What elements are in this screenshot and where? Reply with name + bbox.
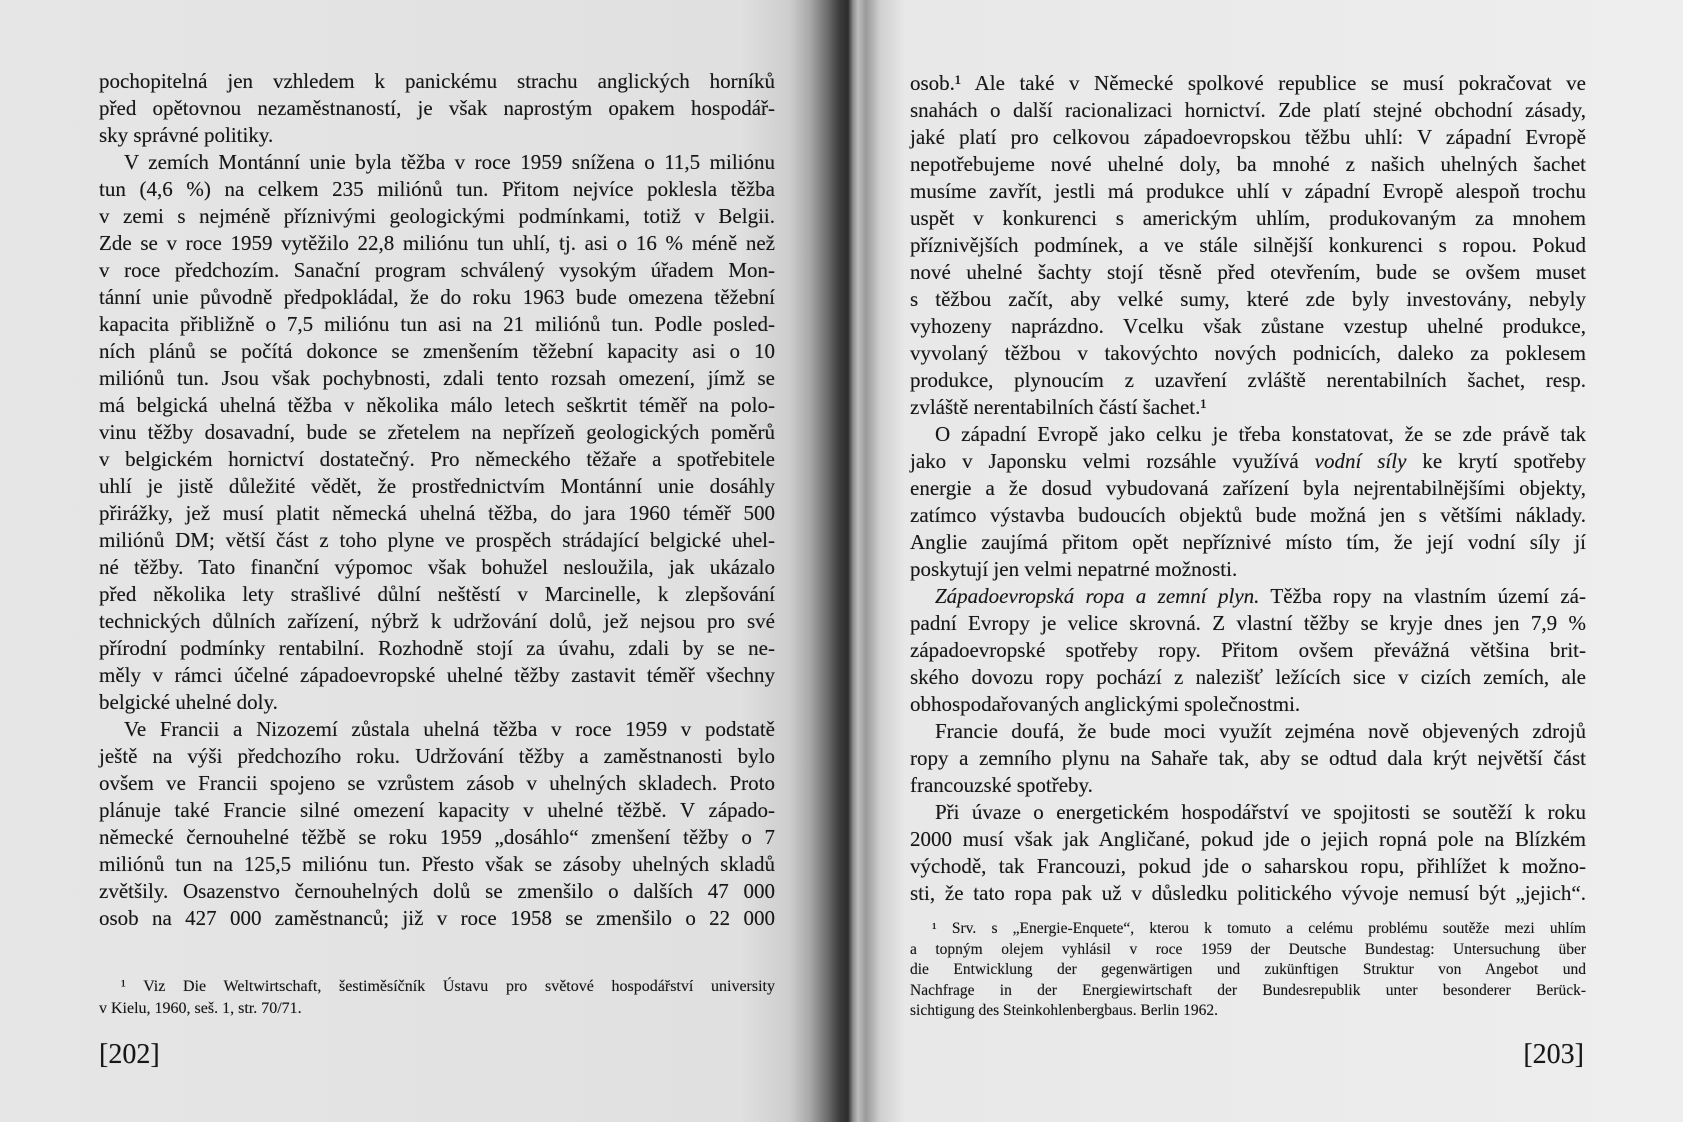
text-line: musíme zavřít, jestli má produkce uhlí v západní Evropě alespoň trochu [910, 179, 1586, 203]
paragraph [99, 716, 775, 932]
text-line: miliónů tun. Jsou však pochybnosti, zdali tento rozsah omezení, jímž se [99, 366, 775, 390]
text-line: přirážky, jež musí platit německá uhelná těžba, do jara 1960 téměř 500 [99, 501, 775, 525]
text-line: před několika lety strašlivé důlní neštěstí v Marcinelle, k zlepšování [99, 582, 775, 606]
text-span: ke krytí spotřeby [1406, 449, 1586, 473]
text-line: vinu těžby dosavadní, bude se zřetelem na nepřízeň geologických poměrů [99, 420, 775, 444]
right-page-footnote [910, 919, 1586, 1022]
text-line: nové uhelné šachty stojí těsně před otevřením, bude se ovšem muset [910, 260, 1586, 284]
text-line: né těžby. Tato finanční výpomoc však bohužel nesloužila, jak ukázalo [99, 555, 775, 579]
left-page-body-text [99, 68, 775, 932]
text-line: padní Evropy je velice skrovná. Z vlastní těžby se kryje dnes jen 7,9 % [910, 611, 1586, 635]
text-line: uhlí je jistě důležité vědět, že prostřednictvím Montánní unie dosáhly [99, 474, 775, 498]
text-line: osob.¹ Ale také v Německé spolkové republice se musí pokračovat ve [910, 71, 1586, 95]
paragraph [910, 799, 1586, 907]
text-line: ského dovozu ropy pochází z nalezišť ležících sice v cizích zemích, ale [910, 665, 1586, 689]
text-line: západoevropské spotřeby ropy. Přitom ovšem převážná většina brit- [910, 638, 1586, 662]
text-line: v belgickém hornictví dostatečný. Pro německého těžaře a spotřebitele [99, 447, 775, 471]
text-line: O západní Evropě jako celku je třeba konstatovat, že se zde právě tak [935, 422, 1586, 446]
text-line: Anglie zaujímá přitom opět nepříznivé místo tím, že její vodní síly jí [910, 530, 1586, 554]
text-line: poskytují jen velmi nepatrné možnosti. [910, 557, 1238, 581]
text-line: vyhozeny naprázdno. Vcelku však zůstane vzestup uhelné produkce, [910, 314, 1586, 338]
paragraph [99, 149, 775, 716]
text-line: ních plánů se počítá dokonce se zmenšením těžební kapacity asi o 10 [99, 339, 775, 363]
text-line: má belgická uhelná těžba v několika málo letech seškrtit téměř na polo- [99, 393, 775, 417]
italic-heading: Západoevropská ropa a zemní plyn. [935, 584, 1260, 608]
text-line: před opětovnou nezaměstnaností, je však naprostým opakem hospodář- [99, 96, 775, 120]
text-line: s těžbou začít, aby velké sumy, které zde byly investovány, nebyly [910, 287, 1586, 311]
text-line: uspět v konkurenci s americkým uhlím, produkovaným za mnohem [910, 206, 1586, 230]
text-line: zvláště nerentabilních částí šachet.¹ [910, 395, 1207, 419]
text-line: technických důlních zařízení, nýbrž k udržování dolů, jež nejsou pro své [99, 609, 775, 633]
left-page-footnote [99, 976, 775, 1019]
footnote-line: Nachfrage in der Energiewirtschaft der Bundesrepublik unter besonderer Berück- [910, 981, 1586, 999]
text-line: belgické uhelné doly. [99, 690, 278, 714]
text-line: východě, tak Francouzi, pokud jde o saharskou ropu, přihlížet k možno- [910, 854, 1586, 878]
right-page-body-text [910, 70, 1586, 907]
text-line: tánní unie původně předpokládal, že do roku 1963 bude omezena těžební [99, 285, 775, 309]
text-line: miliónů tun na 125,5 miliónu tun. Přesto však se zásoby uhelných skladů [99, 852, 775, 876]
text-line: 2000 musí však jak Angličané, pokud jde o jejich ropná pole na Blízkém [910, 827, 1586, 851]
text-line [910, 583, 1586, 610]
text-line: ovšem ve Francii spojeno se vzrůstem zásob v uhelných skladech. Proto [99, 771, 775, 795]
page-number: [203] [1523, 1039, 1584, 1070]
text-line: Zde se v roce 1959 vytěžilo 22,8 miliónu tun uhlí, tj. asi o 16 % méně než [99, 231, 775, 255]
paragraph [910, 421, 1586, 583]
text-line: vyvolaný těžbou v takovýchto nových podnicích, daleko za poklesem [910, 341, 1586, 365]
paragraph [910, 70, 1586, 421]
text-span: Těžba ropy na vlastním území zá- [1259, 584, 1586, 608]
text-line: tun (4,6 %) na celkem 235 miliónů tun. Přitom nejvíce poklesla těžba [99, 177, 775, 201]
text-line: francouzské spotřeby. [910, 773, 1093, 797]
text-line: měly v rámci účelné západoevropské uhelné těžby zastavit téměř všechny [99, 663, 775, 687]
footnote-line: v Kielu, 1960, seš. 1, str. 70/71. [99, 999, 302, 1017]
footnote-line: ¹ Srv. s „Energie-Enquete“, kterou k tomuto a celému problému soutěže mezi uhlím [932, 920, 1586, 937]
text-line: sky správné politiky. [99, 123, 274, 147]
text-line: produkce, plynoucím z uzavření zvláště nerentabilních šachet, resp. [910, 368, 1586, 392]
text-line: v roce předchozím. Sanační program schválený vysokým úřadem Mon- [99, 258, 775, 282]
text-line: zatímco výstavba budoucích objektů bude možná jen s většími náklady. [910, 503, 1586, 527]
text-line: obhospodařovaných anglickými společnostmi. [910, 692, 1301, 716]
text-span: jako v Japonsku velmi rozsáhle využívá [910, 449, 1315, 473]
text-line: nepotřebujeme nové uhelné doly, ba mnohé z našich uhelných šachet [910, 152, 1586, 176]
text-line: V zemích Montánní unie byla těžba v roce 1959 snížena o 11,5 miliónu [124, 150, 775, 174]
page-number: [202] [99, 1039, 160, 1070]
italic-text: vodní síly [1314, 449, 1407, 473]
text-line: přírodní podmínky rentabilní. Rozhodně stojí za úvahu, zdali by se ne- [99, 636, 775, 660]
text-line: jaké platí pro celkovou západoevropskou těžbu uhlí: V západní Evropě [910, 125, 1586, 149]
text-line: pochopitelná jen vzhledem k panickému strachu anglických horníků [99, 69, 775, 93]
text-line: energie a že dosud vybudovaná zařízení byla nejrentabilnějšími objekty, [910, 476, 1586, 500]
footnote-line: ¹ Viz Die Weltwirtschaft, šestiměsíčník Ústavu pro světové hospodářství university [121, 978, 775, 995]
text-line: německé černouhelné těžbě se roku 1959 „dosáhlo“ zmenšení těžby o 7 [99, 825, 775, 849]
text-line: snahách o další racionalizaci hornictví. Zde platí stejné obchodní zásady, [910, 98, 1586, 122]
text-line [910, 448, 1586, 475]
paragraph [910, 718, 1586, 799]
text-line: Francie doufá, že bude moci využít zejména nově objevených zdrojů [935, 719, 1586, 743]
text-line: miliónů DM; větší část z toho plyne ve prospěch strádající belgické uhel- [99, 528, 775, 552]
text-line: zvětšily. Osazenstvo černouhelných dolů se zmenšilo o dalších 47 000 [99, 879, 775, 903]
footnote-line: sichtigung des Steinkohlenbergbaus. Berlin 1962. [910, 1002, 1218, 1019]
text-line: v zemi s nejméně příznivými geologickými podmínkami, totiž v Belgii. [99, 204, 775, 228]
text-line: ještě na výši předchozího roku. Udržování těžby a zaměstnanosti bylo [99, 744, 775, 768]
text-line: příznivějších podmínek, a ve stále silnější konkurenci s ropou. Pokud [910, 233, 1586, 257]
text-line: osob na 427 000 zaměstnanců; již v roce 1958 se zmenšilo o 22 000 [99, 906, 775, 930]
right-page [845, 0, 1683, 1122]
text-line: sti, že tato ropa pak už v důsledku politického vývoje nemusí být „jejich“. [910, 881, 1586, 905]
text-line: Ve Francii a Nizozemí zůstala uhelná těžba v roce 1959 v podstatě [124, 717, 775, 741]
text-line: ropy a zemního plynu na Sahaře tak, aby se odtud dala krýt největší část [910, 746, 1586, 770]
footnote-line: a topným olejem vyhlásil v roce 1959 der Deutsche Bundestag: Untersuchung über [910, 940, 1586, 958]
paragraph [99, 68, 775, 149]
text-line: Při úvaze o energetickém hospodářství ve spojitosti se soutěží k roku [935, 800, 1586, 824]
footnote-line: die Entwicklung der gegenwärtigen und zukünftigen Struktur von Angebot und [910, 961, 1586, 978]
text-line: plánuje také Francie silné omezení kapacity v uhelné těžbě. V západo- [99, 798, 775, 822]
paragraph [910, 583, 1586, 718]
text-line: kapacita přibližně o 7,5 miliónu tun asi na 21 miliónů tun. Podle posled- [99, 312, 775, 336]
